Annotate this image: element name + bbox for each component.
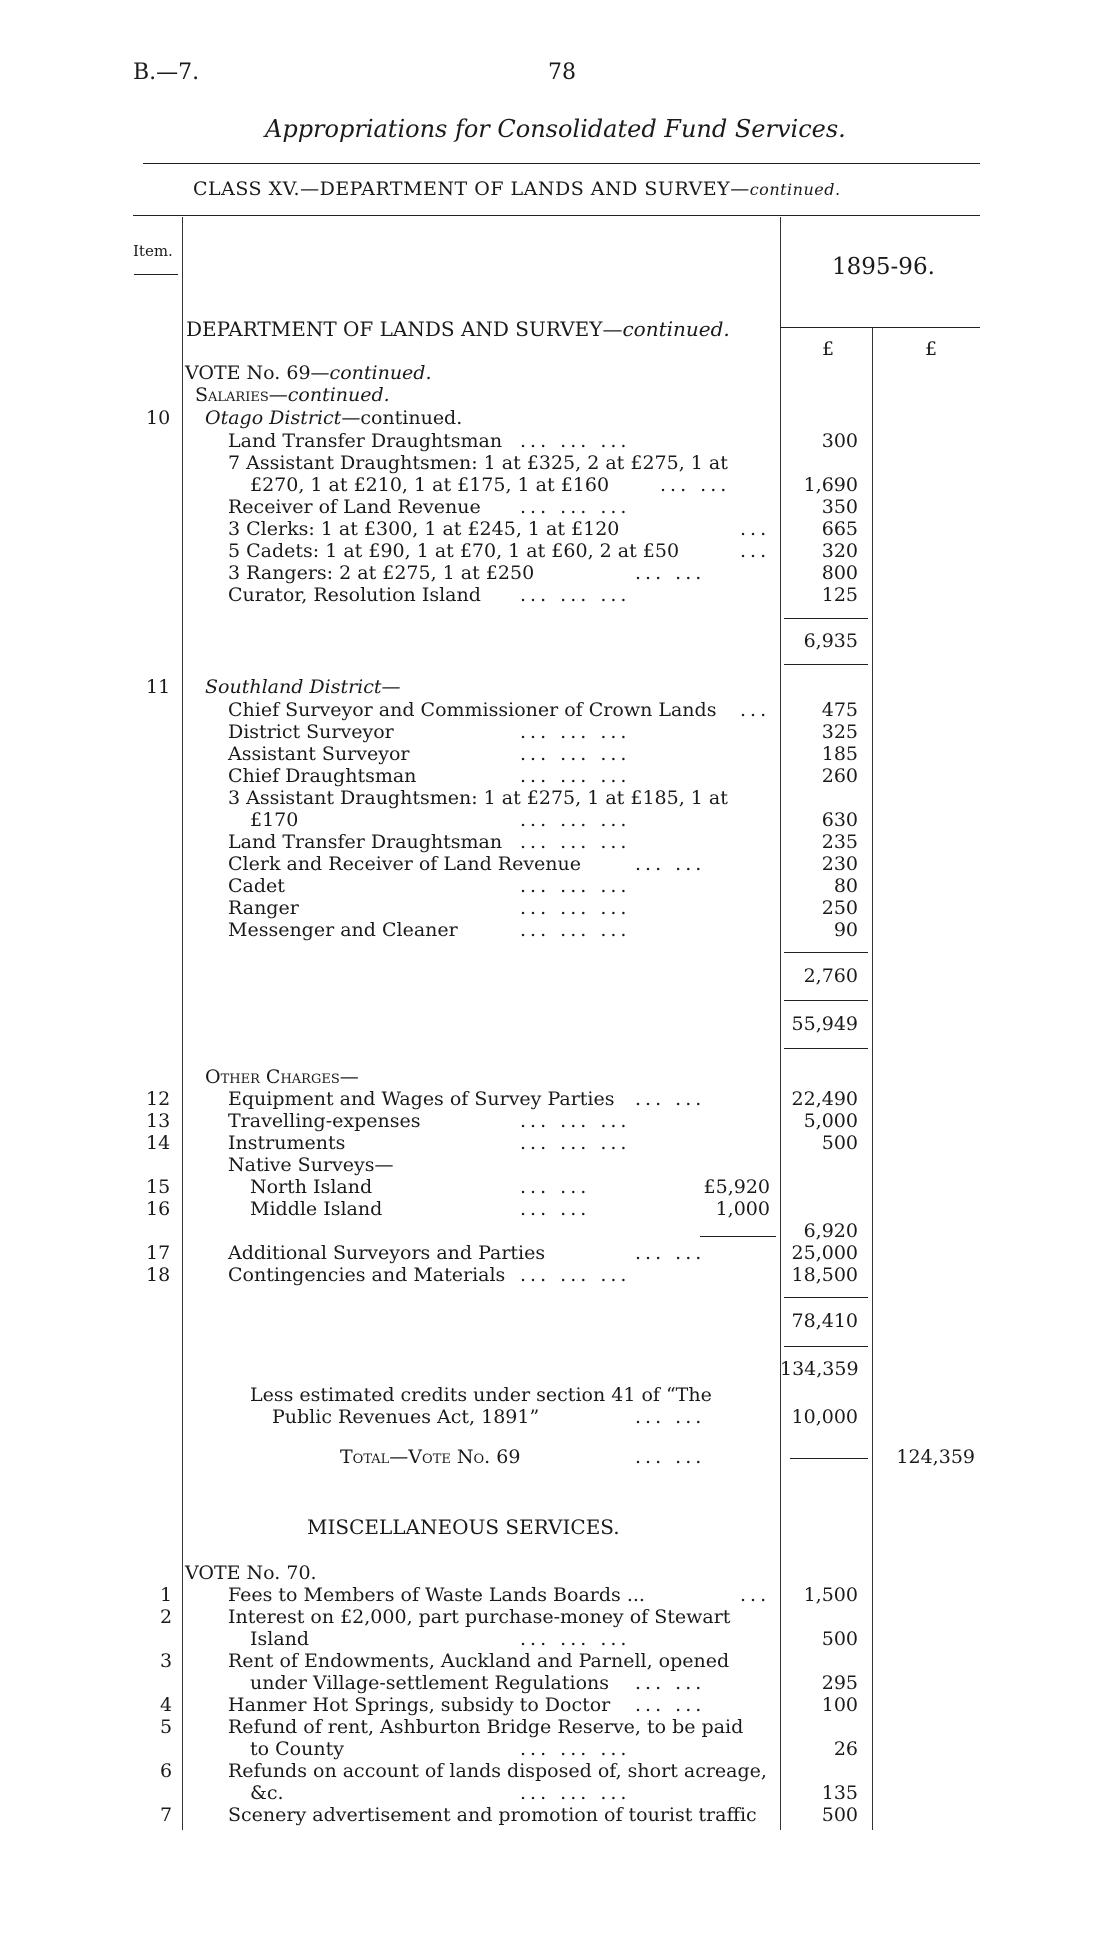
line-item-amount: 250 — [821, 897, 858, 919]
line-item-amount: 350 — [821, 496, 858, 518]
leader-dots: ... ... — [635, 853, 706, 875]
line-item-amount: 90 — [833, 919, 858, 941]
misc-services-heading: MISCELLANEOUS SERVICES. — [307, 1515, 620, 1539]
leader-dots: ... ... — [635, 1446, 706, 1468]
subtotal-rule — [784, 1346, 868, 1347]
leader-dots: ... ... ... — [520, 1264, 631, 1286]
gross-total: 134,359 — [780, 1358, 859, 1380]
vote-70-heading: VOTE No. 70. — [185, 1562, 317, 1584]
misc-item-label: Scenery advertisement and promotion of tourist traffic — [228, 1804, 757, 1826]
other-charges-subtotal: 78,410 — [791, 1310, 858, 1332]
item-number: 15 — [146, 1176, 171, 1198]
line-item-amount: 5,000 — [803, 1110, 858, 1132]
leader-dots: ... ... — [635, 1672, 706, 1694]
total-dash-rule — [790, 1458, 868, 1459]
line-item-amount: 500 — [821, 1132, 858, 1154]
line-item-amount: 260 — [821, 765, 858, 787]
misc-item-label: Fees to Members of Waste Lands Boards ... — [228, 1584, 645, 1606]
misc-item-label: Interest on £2,000, part purchase-money of Stewart — [228, 1606, 731, 1628]
misc-item-label: to County — [250, 1738, 344, 1760]
pound-sign-subcolumn: £ — [822, 338, 835, 360]
line-item-label: North Island — [250, 1176, 373, 1198]
line-item-label: Instruments — [228, 1132, 346, 1154]
line-item-label: Equipment and Wages of Survey Parties — [228, 1088, 615, 1110]
line-item-amount: 125 — [821, 584, 858, 606]
leader-dots: ... ... — [660, 474, 731, 496]
misc-item-amount: 1,500 — [803, 1584, 858, 1606]
leader-dots: ... ... — [635, 1406, 706, 1428]
leader-dots: ... ... ... — [520, 1782, 631, 1804]
page-number: 78 — [548, 60, 576, 85]
line-item-amount: 235 — [821, 831, 858, 853]
vote-69-heading: VOTE No. 69—continued. — [185, 362, 432, 384]
line-item-label: Messenger and Cleaner — [228, 919, 458, 941]
district-heading-otago: Otago District—continued. — [205, 407, 463, 429]
year-column-header: 1895-96. — [832, 254, 935, 280]
item-number: 13 — [146, 1110, 171, 1132]
line-item-label: Middle Island — [250, 1198, 383, 1220]
line-item-label: Ranger — [228, 897, 299, 919]
subtotal-rule — [784, 952, 868, 953]
line-item-amount: 475 — [821, 699, 858, 721]
line-item-amount: 665 — [821, 518, 858, 540]
department-heading: DEPARTMENT OF LANDS AND SURVEY—continued. — [186, 317, 730, 341]
inner-amount: 1,000 — [715, 1198, 770, 1220]
item-number: 7 — [160, 1804, 173, 1826]
less-credits-line2: Public Revenues Act, 1891” — [272, 1406, 540, 1428]
line-item-label: Curator, Resolution Island — [228, 584, 481, 606]
line-item-amount: 300 — [821, 430, 858, 452]
leader-dots: ... ... ... — [520, 1110, 631, 1132]
item-number: 2 — [160, 1606, 173, 1628]
leader-dots: ... ... ... — [520, 875, 631, 897]
line-item-amount: 25,000 — [791, 1242, 858, 1264]
line-item-label: Land Transfer Draughtsman — [228, 430, 503, 452]
item-number: 6 — [160, 1760, 173, 1782]
leader-dots: ... ... — [635, 1088, 706, 1110]
item-header-underline — [134, 274, 178, 275]
vote-69-total-amount: 124,359 — [896, 1446, 975, 1468]
leader-dots: ... ... — [635, 562, 706, 584]
leader-dots: ... ... — [635, 1694, 706, 1716]
item-number: 14 — [146, 1132, 171, 1154]
subtotal-rule — [784, 664, 868, 665]
class-heading: CLASS XV.—DEPARTMENT OF LANDS AND SURVEY—continued. — [193, 178, 841, 200]
inner-amount: £5,920 — [703, 1176, 770, 1198]
southland-subtotal: 2,760 — [803, 965, 858, 987]
line-item-amount: 22,490 — [791, 1088, 858, 1110]
line-item-label: Cadet — [228, 875, 285, 897]
item-number: 17 — [146, 1242, 171, 1264]
leader-dots: ... ... ... — [520, 721, 631, 743]
total-column-divider — [872, 328, 873, 1830]
misc-item-amount: 500 — [821, 1628, 858, 1650]
leader-dots: ... ... ... — [520, 897, 631, 919]
item-number: 1 — [160, 1584, 173, 1606]
page-title: Appropriations for Consolidated Fund Services. — [265, 115, 846, 143]
item-number: 10 — [146, 407, 171, 429]
misc-item-amount: 500 — [821, 1804, 858, 1826]
document-code: B.—7. — [133, 60, 200, 85]
item-number: 5 — [160, 1716, 173, 1738]
misc-item-amount: 135 — [821, 1782, 858, 1804]
line-item-amount: 80 — [833, 875, 858, 897]
pound-sign-total: £ — [925, 338, 938, 360]
leader-dots: ... ... ... — [520, 919, 631, 941]
native-surveys-total: 6,920 — [803, 1220, 858, 1242]
vote-69-total-label: Total—Vote No. 69 — [340, 1446, 521, 1468]
leader-dots: ... — [740, 699, 771, 721]
line-item-label: 3 Clerks: 1 at £300, 1 at £245, 1 at £120 — [228, 518, 620, 540]
otago-subtotal: 6,935 — [803, 630, 858, 652]
leader-dots: ... ... ... — [520, 1132, 631, 1154]
salaries-heading: Salaries—continued. — [195, 384, 390, 406]
line-item-amount: 1,690 — [803, 474, 858, 496]
subtotal-rule — [784, 618, 868, 619]
line-item-label: £170 — [250, 809, 299, 831]
less-credits-line1: Less estimated credits under section 41 of “The — [250, 1384, 712, 1406]
leader-dots: ... ... — [635, 1242, 706, 1264]
item-column-header: Item. — [133, 242, 173, 260]
misc-item-label: under Village-settlement Regulations — [250, 1672, 610, 1694]
other-charges-heading: Other Charges— — [205, 1066, 359, 1088]
line-item-amount: 800 — [821, 562, 858, 584]
misc-item-label: &c. — [250, 1782, 284, 1804]
line-item-amount: 325 — [821, 721, 858, 743]
leader-dots: ... — [740, 540, 771, 562]
line-item-amount: 320 — [821, 540, 858, 562]
subtotal-rule — [784, 1048, 868, 1049]
misc-item-label: Hanmer Hot Springs, subsidy to Doctor — [228, 1694, 611, 1716]
leader-dots: ... ... ... — [520, 584, 631, 606]
item-number: 16 — [146, 1198, 171, 1220]
line-item-label: Additional Surveyors and Parties — [228, 1242, 546, 1264]
year-header-rule — [780, 327, 980, 328]
misc-item-amount: 295 — [821, 1672, 858, 1694]
less-credits-amount: 10,000 — [791, 1406, 858, 1428]
header-rule — [143, 163, 980, 164]
leader-dots: ... — [740, 1584, 771, 1606]
misc-item-amount: 26 — [833, 1738, 858, 1760]
line-item-amount: 230 — [821, 853, 858, 875]
leader-dots: ... ... ... — [520, 831, 631, 853]
amount-column-divider — [780, 217, 781, 1830]
line-item-amount: 18,500 — [791, 1264, 858, 1286]
line-item-label: 7 Assistant Draughtsmen: 1 at £325, 2 at £275, 1 at — [228, 452, 728, 474]
line-item-label: Assistant Surveyor — [228, 743, 410, 765]
line-item-label: 5 Cadets: 1 at £90, 1 at £70, 1 at £60, 2 at £50 — [228, 540, 680, 562]
leader-dots: ... ... ... — [520, 1738, 631, 1760]
district-heading-southland: Southland District— — [205, 676, 401, 698]
leader-dots: ... ... — [520, 1198, 591, 1220]
line-item-label: 3 Assistant Draughtsmen: 1 at £275, 1 at £185, 1 at — [228, 787, 728, 809]
subtotal-rule — [784, 1297, 868, 1298]
native-surveys-heading: Native Surveys— — [228, 1154, 394, 1176]
leader-dots: ... ... ... — [520, 809, 631, 831]
line-item-label: 3 Rangers: 2 at £275, 1 at £250 — [228, 562, 535, 584]
misc-item-label: Refund of rent, Ashburton Bridge Reserve, to be paid — [228, 1716, 744, 1738]
inner-subtotal-rule — [700, 1236, 776, 1237]
misc-item-label: Rent of Endowments, Auckland and Parnell, opened — [228, 1650, 730, 1672]
line-item-label: Chief Surveyor and Commissioner of Crown Lands — [228, 699, 717, 721]
line-item-amount: 185 — [821, 743, 858, 765]
item-column-divider — [182, 217, 183, 1830]
item-number: 12 — [146, 1088, 171, 1110]
item-number: 18 — [146, 1264, 171, 1286]
leader-dots: ... ... ... — [520, 1628, 631, 1650]
item-number: 3 — [160, 1650, 173, 1672]
leader-dots: ... ... — [520, 1176, 591, 1198]
item-number: 11 — [146, 676, 171, 698]
leader-dots: ... — [740, 518, 771, 540]
subtotal-rule — [784, 1000, 868, 1001]
line-item-amount: 630 — [821, 809, 858, 831]
line-item-label: Receiver of Land Revenue — [228, 496, 481, 518]
line-item-label: Chief Draughtsman — [228, 765, 417, 787]
item-number: 4 — [160, 1694, 173, 1716]
line-item-label: Contingencies and Materials — [228, 1264, 506, 1286]
misc-item-label: Refunds on account of lands disposed of, short acreage, — [228, 1760, 767, 1782]
line-item-label: Land Transfer Draughtsman — [228, 831, 503, 853]
leader-dots: ... ... ... — [520, 765, 631, 787]
leader-dots: ... ... ... — [520, 496, 631, 518]
line-item-label: District Surveyor — [228, 721, 394, 743]
line-item-label: £270, 1 at £210, 1 at £175, 1 at £160 — [250, 474, 610, 496]
leader-dots: ... ... ... — [520, 430, 631, 452]
line-item-label: Travelling-expenses — [228, 1110, 421, 1132]
line-item-label: Clerk and Receiver of Land Revenue — [228, 853, 582, 875]
table-top-rule — [133, 215, 980, 216]
salaries-total: 55,949 — [791, 1013, 858, 1035]
leader-dots: ... ... ... — [520, 743, 631, 765]
misc-item-label: Island — [250, 1628, 310, 1650]
misc-item-amount: 100 — [821, 1694, 858, 1716]
